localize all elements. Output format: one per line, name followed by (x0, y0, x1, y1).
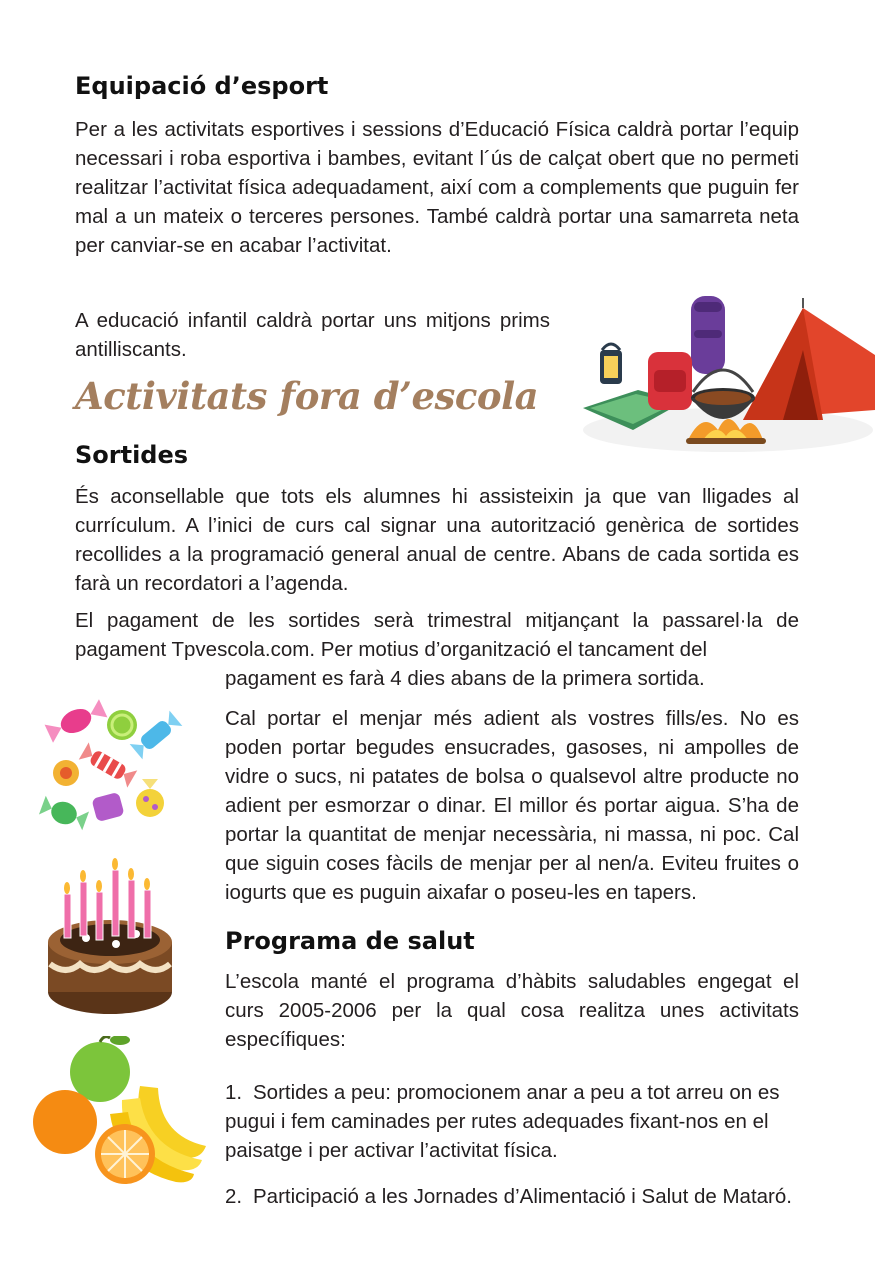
salut-item-2 (225, 1182, 799, 1211)
sortides-paragraph-2-cont: pagament es farà 4 dies abans de la primera sortida. (225, 667, 705, 690)
salut-item-1-text: Sortides a peu: promocionem anar a peu a tot arreu on es pugui i fem caminades per rutes adequades fixant-nos en el paisatge i per activar l’activitat física. (225, 1081, 780, 1162)
sortides-paragraph-1: És aconsellable que tots els alumnes hi assisteixin ja que van lligades al currículum. A l’inici de curs cal signar una autorització genèrica de sortides recollides a la programació general anual de centre. Abans de cada sortida es farà un recordatori a l’agenda. (75, 485, 799, 595)
salut-paragraph: L’escola manté el programa d’hàbits saludables engegat el curs 2005-2006 per la qual cosa realitza unes activitats específiques: (225, 970, 799, 1051)
sortides-heading: Sortides (75, 441, 189, 469)
candies-illustration (38, 695, 186, 840)
infantil-paragraph: A educació infantil caldrà portar uns mitjons prims antilliscants. (75, 309, 550, 361)
sortides-paragraph-2: El pagament de les sortides serà trimestral mitjançant la passarel·la de pagament Tpvescola.com. Per motius d’organització el tancament del (75, 609, 799, 661)
salut-item-1-number: 1. (225, 1081, 243, 1104)
salut-item-2-text: Participació a les Jornades d’Alimentació i Salut de Mataró. (253, 1185, 792, 1208)
equipacio-paragraph: Per a les activitats esportives i sessions d’Educació Física caldrà portar l’equip necessari i roba esportiva i bambes, evitant l´ús de calçat obert que no permeti realitzar l’activitat física adequadament, així com a complements que puguin fer mal a un mateix o terceres persones. També caldrà portar una samarreta neta per canviar-se en acabar l’activitat. (75, 118, 799, 257)
fruit-illustration (30, 1036, 208, 1188)
section-title: Activitats fora d’escola (75, 374, 539, 418)
camping-illustration (578, 290, 875, 455)
sortides-paragraph-3: Cal portar el menjar més adient als vostres fills/es. No es poden portar begudes ensucrades, gasoses, ni ampolles de vidre o sucs, ni patates de bolsa o qualsevol altre producte no adient per esmorzar o dinar. El millor és portar aigua. S’ha de portar la quantitat de menjar necessària, ni massa, ni poc. Cal que siguin coses fàcils de menjar per al nen/a. Eviteu fruites o iogurts que es puguin aixafar o poseu-les en tapers. (225, 707, 799, 904)
equipacio-heading: Equipació d’esport (75, 72, 329, 100)
salut-heading: Programa de salut (225, 927, 475, 955)
salut-item-2-number: 2. (225, 1185, 243, 1208)
birthday-cake-illustration (46, 852, 174, 1017)
salut-item-1 (225, 1078, 799, 1165)
